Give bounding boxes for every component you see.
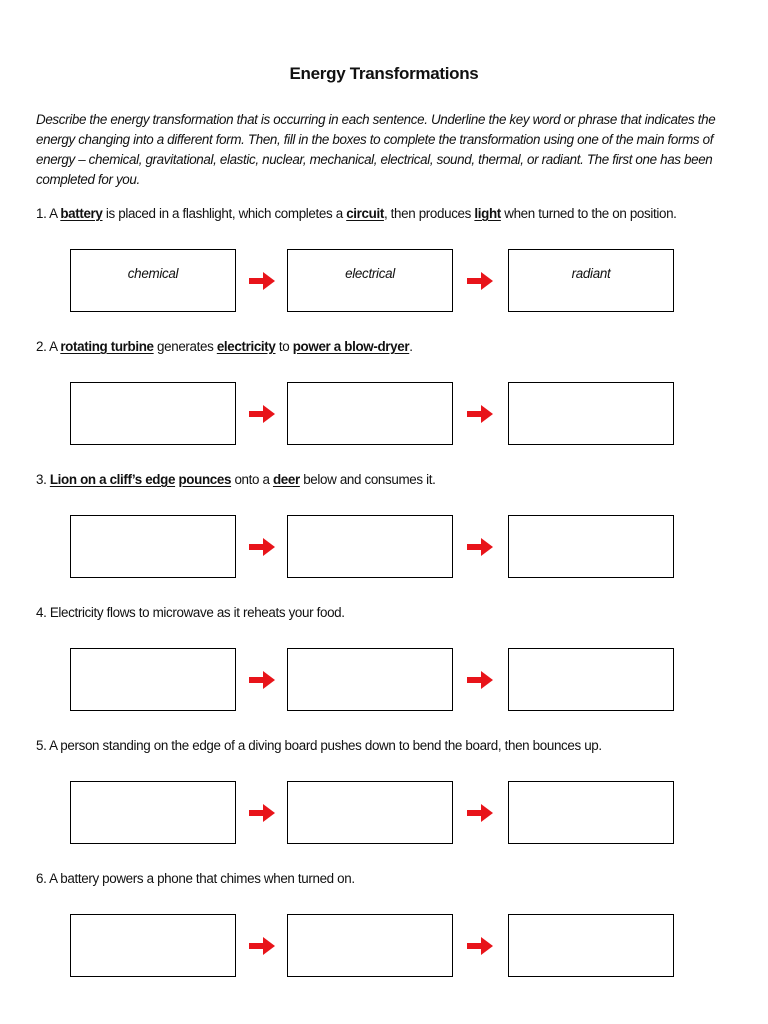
answer-text (509, 782, 673, 798)
question-text: 3. (36, 472, 50, 487)
answer-box-1-3[interactable] (508, 249, 674, 312)
answer-box-4-2[interactable] (287, 648, 453, 711)
answer-text (288, 649, 452, 665)
answer-box-3-2[interactable] (287, 515, 453, 578)
answer-box-6-1[interactable] (70, 914, 236, 977)
answer-box-2-2[interactable] (287, 382, 453, 445)
right-arrow-icon (248, 404, 276, 424)
answer-text (509, 649, 673, 665)
answer-text (71, 516, 235, 532)
question-4 (36, 604, 736, 622)
answer-box-6-2[interactable] (287, 914, 453, 977)
question-1 (36, 205, 736, 223)
key-phrase: circuit (346, 206, 384, 221)
question-2 (36, 338, 736, 356)
question-text: onto a (231, 472, 273, 487)
right-arrow-icon (248, 271, 276, 291)
question-text: is placed in a flashlight, which completes a (102, 206, 347, 221)
right-arrow-icon (248, 537, 276, 557)
answer-text (288, 782, 452, 798)
key-phrase: pounces (178, 472, 232, 487)
answer-box-1-2[interactable] (287, 249, 453, 312)
answer-text (288, 915, 452, 931)
answer-box-2-3[interactable] (508, 382, 674, 445)
answer-text (288, 383, 452, 399)
answer-box-5-3[interactable] (508, 781, 674, 844)
answer-box-5-2[interactable] (287, 781, 453, 844)
right-arrow-icon (248, 803, 276, 823)
answer-text: electrical (345, 266, 395, 281)
question-6 (36, 870, 736, 888)
right-arrow-icon (466, 936, 494, 956)
answer-text (288, 516, 452, 532)
key-phrase: power a blow-dryer (292, 339, 410, 354)
answer-box-4-1[interactable] (70, 648, 236, 711)
answer-box-6-3[interactable] (508, 914, 674, 977)
key-phrase: battery (60, 206, 103, 221)
page-title: Energy Transformations (289, 64, 479, 83)
key-phrase: deer (272, 472, 300, 487)
question-5 (36, 737, 736, 755)
question-text: 2. A (36, 339, 61, 354)
answer-box-5-1[interactable] (70, 781, 236, 844)
question-text: 1. A (36, 206, 61, 221)
question-text: when turned to the on position. (500, 206, 677, 221)
answer-box-2-1[interactable] (70, 382, 236, 445)
question-3 (36, 471, 736, 489)
right-arrow-icon (466, 670, 494, 690)
question-text: 5. A person standing on the edge of a diving board pushes down to bend the board, then bounces up. (36, 738, 602, 753)
answer-text (71, 915, 235, 931)
question-text: 4. Electricity flows to microwave as it reheats your food. (36, 605, 345, 620)
question-text: to (275, 339, 293, 354)
question-text: below and consumes it. (299, 472, 436, 487)
answer-box-3-3[interactable] (508, 515, 674, 578)
answer-box-3-1[interactable] (70, 515, 236, 578)
answer-text: radiant (571, 266, 611, 281)
right-arrow-icon (466, 404, 494, 424)
key-phrase: light (474, 206, 501, 221)
right-arrow-icon (466, 537, 494, 557)
answer-text: chemical (127, 266, 179, 281)
answer-text (509, 915, 673, 931)
question-text: . (409, 339, 413, 354)
instructions: Describe the energy transformation that is occurring in each sentence. Underline the key word or phrase that indicates the energy changing into a different form. Then, fill in the boxes to complete the transformation using one of the main forms of energy – chemical, gravitational, elastic, nuclear, mechanical, electrical, sound, thermal, or radiant. The first one has been completed for you. (36, 112, 716, 187)
right-arrow-icon (248, 670, 276, 690)
answer-text (509, 516, 673, 532)
answer-box-4-3[interactable] (508, 648, 674, 711)
key-phrase: electricity (216, 339, 276, 354)
question-text: 6. A battery powers a phone that chimes when turned on. (36, 871, 355, 886)
key-phrase: rotating turbine (60, 339, 154, 354)
answer-box-1-1[interactable] (70, 249, 236, 312)
answer-text (71, 782, 235, 798)
right-arrow-icon (466, 271, 494, 291)
answer-text (509, 383, 673, 399)
question-text: generates (153, 339, 217, 354)
answer-text (71, 383, 235, 399)
answer-text (71, 649, 235, 665)
question-text: , then produces (383, 206, 475, 221)
right-arrow-icon (466, 803, 494, 823)
right-arrow-icon (248, 936, 276, 956)
key-phrase: Lion on a cliff’s edge (49, 472, 176, 487)
